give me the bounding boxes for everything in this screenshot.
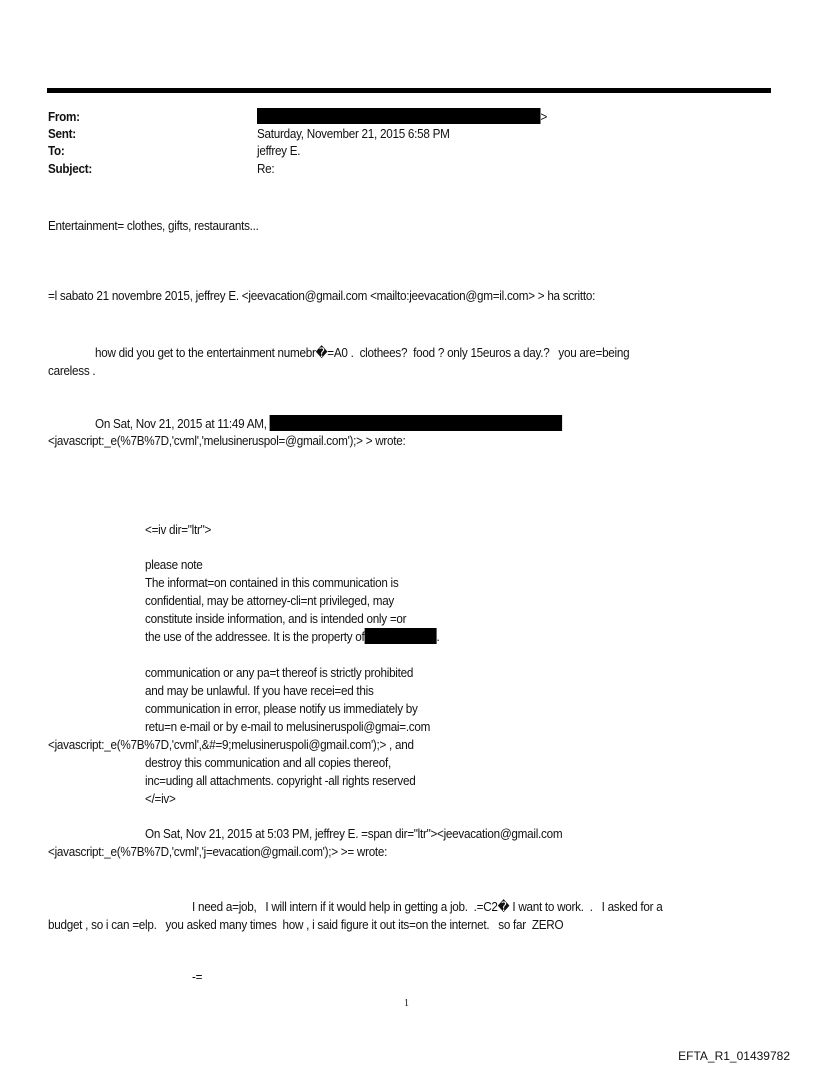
redaction-property — [365, 628, 437, 644]
html-fragment: </=iv> — [145, 791, 176, 806]
body-line: how did you get to the entertainment numebr�=A0 . clothees? food ? only 15euros a day.? you are=being — [95, 345, 630, 360]
from-label: From: — [48, 109, 80, 124]
subject-label: Subject: — [48, 161, 93, 176]
disclaimer-line: The informat=on contained in this communication is — [145, 575, 399, 590]
disclaimer-line: and may be unlawful. If you have recei=ed this — [145, 683, 374, 698]
disclaimer-line: please note — [145, 557, 203, 572]
disclaimer-line: <javascript:_e(%7B%7D,'cvml',&#=9;melusineruspoli@gmail.com');> , and — [48, 737, 414, 752]
page-number: 1 — [404, 997, 409, 1009]
bates-number: EFTA_R1_01439782 — [678, 1049, 790, 1063]
disclaimer-line: inc=uding all attachments. copyright -all rights reserved — [145, 773, 416, 788]
disclaimer-line: communication or any pa=t thereof is strictly prohibited — [145, 665, 414, 680]
redaction-sender — [270, 415, 563, 431]
body-line: -= — [192, 969, 203, 984]
quote-header-row — [95, 415, 562, 433]
html-fragment: <=iv dir="ltr"> — [145, 522, 212, 537]
disclaimer-line: retu=n e-mail or by e-mail to melusineruspoli@gmai=.com — [145, 719, 431, 734]
header-rule — [47, 88, 771, 93]
subject-value: Re: — [257, 161, 275, 176]
quote-header: On Sat, Nov 21, 2015 at 11:49 AM, — [95, 416, 267, 431]
disclaimer-line: constitute inside information, and is intended only =or — [145, 611, 407, 626]
quote-header: <javascript:_e(%7B%7D,'cvml','melusineruspol=@gmail.com');> > wrote: — [48, 433, 406, 448]
sent-value: Saturday, November 21, 2015 6:58 PM — [257, 126, 450, 141]
quote-header: =l sabato 21 novembre 2015, jeffrey E. <jeevacation@gmail.com <mailto:jeevacation@gm=il.com> > ha scritto: — [48, 288, 596, 303]
body-line: I need a=job, I will intern if it would help in getting a job. .=C2� I want to work. . I asked for a — [192, 899, 663, 914]
disclaimer-line: the use of the addressee. It is the property of — [145, 629, 365, 644]
to-value: jeffrey E. — [257, 143, 301, 158]
from-suffix: > — [540, 109, 548, 124]
disclaimer-line: destroy this communication and all copies thereof, — [145, 755, 391, 770]
sent-label: Sent: — [48, 126, 76, 141]
body-line: budget , so i can =elp. you asked many times how , i said figure it out its=on the internet. so far ZERO — [48, 917, 564, 932]
from-row — [257, 108, 547, 126]
to-label: To: — [48, 143, 65, 158]
quote-header: <javascript:_e(%7B%7D,'cvml','j=evacation@gmail.com');> >= wrote: — [48, 844, 388, 859]
disclaimer-line: confidential, may be attorney-cli=nt privileged, may — [145, 593, 395, 608]
disclaimer-line: communication in error, please notify us immediately by — [145, 701, 418, 716]
disclaimer-end: . — [436, 629, 440, 644]
body-line: Entertainment= clothes, gifts, restaurants... — [48, 218, 259, 233]
body-line: careless . — [48, 363, 96, 378]
disclaimer-row — [145, 628, 439, 646]
quote-header: On Sat, Nov 21, 2015 at 5:03 PM, jeffrey E. =span dir="ltr"><jeevacation@gmail.com — [145, 826, 563, 841]
redaction-from — [257, 108, 541, 124]
